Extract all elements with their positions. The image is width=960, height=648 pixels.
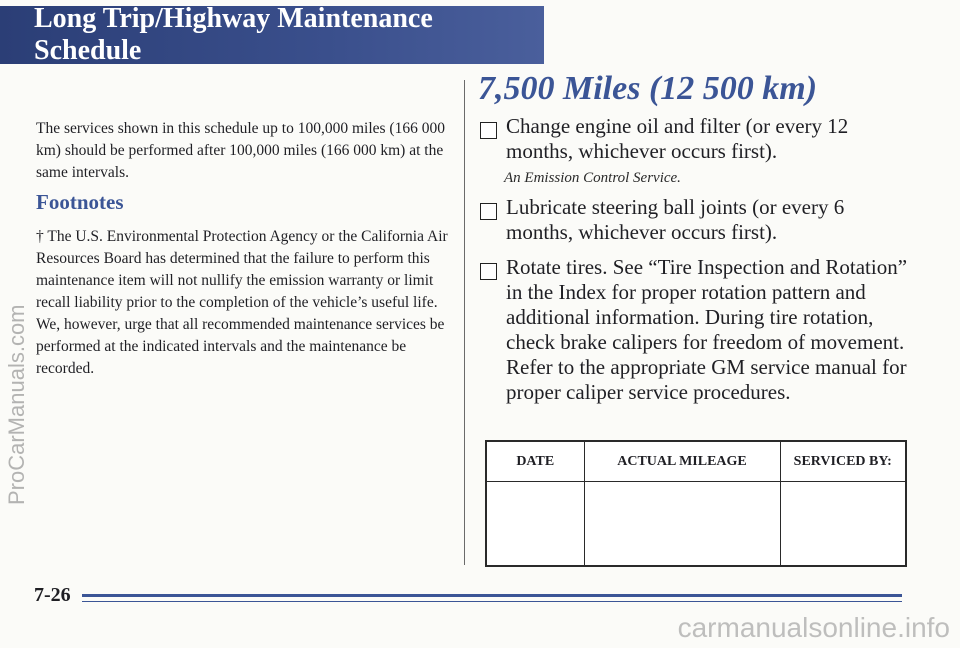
- page-header-title: Long Trip/Highway Maintenance Schedule: [34, 3, 433, 66]
- bottom-watermark: carmanualsonline.info: [677, 612, 950, 643]
- checklist-item-text: Rotate tires. See “Tire Inspection and Rotation” in the Index for proper rotation pattern and additional information. During tire rotation, check brake calipers for freedom of movement. Refer to the appropriate GM service manual for proper caliper service procedures.: [506, 255, 908, 404]
- table-header-date: DATE: [486, 441, 584, 482]
- footer-rule: [82, 594, 902, 602]
- checkbox-icon[interactable]: [480, 263, 497, 280]
- side-watermark: ProCarManuals.com: [4, 304, 29, 505]
- page-number: 7-26: [34, 584, 71, 606]
- table-header-row: [486, 441, 906, 482]
- service-log-table: [485, 440, 907, 567]
- footnotes-heading: Footnotes: [36, 190, 124, 214]
- table-row: [486, 482, 906, 567]
- column-divider: [464, 80, 465, 565]
- table-header-mileage: ACTUAL MILEAGE: [584, 441, 780, 482]
- maintenance-checklist: [480, 114, 910, 407]
- checklist-item: [480, 255, 910, 405]
- checkbox-icon[interactable]: [480, 203, 497, 220]
- checkbox-icon[interactable]: [480, 122, 497, 139]
- checklist-item-text: Lubricate steering ball joints (or every 6 months, whichever occurs first).: [506, 195, 845, 244]
- mileage-cell[interactable]: [584, 482, 780, 567]
- intro-paragraph: The services shown in this schedule up to 100,000 miles (166 000 km) should be performed after 100,000 miles (166 000 km) at the same intervals.: [36, 120, 445, 181]
- serviced-by-cell[interactable]: [780, 482, 906, 567]
- checklist-item: [480, 195, 910, 245]
- page-header-banner: [0, 3, 544, 66]
- checklist-item: [480, 114, 910, 164]
- footnote-text: † The U.S. Environmental Protection Agency or the California Air Resources Board has determined that the failure to perform this maintenance item will not nullify the emission warranty or limit recall liability prior to the completion of the vehicle’s useful life. We, however, urge that all recommended maintenance services be performed at the indicated intervals and the maintenance be recorded.: [36, 228, 448, 377]
- table-header-serviced-by: SERVICED BY:: [780, 441, 906, 482]
- emission-service-note: An Emission Control Service.: [504, 170, 681, 186]
- section-title: 7,500 Miles (12 500 km): [478, 70, 818, 107]
- checklist-item-text: Change engine oil and filter (or every 12 months, whichever occurs first).: [506, 114, 849, 163]
- date-cell[interactable]: [486, 482, 584, 567]
